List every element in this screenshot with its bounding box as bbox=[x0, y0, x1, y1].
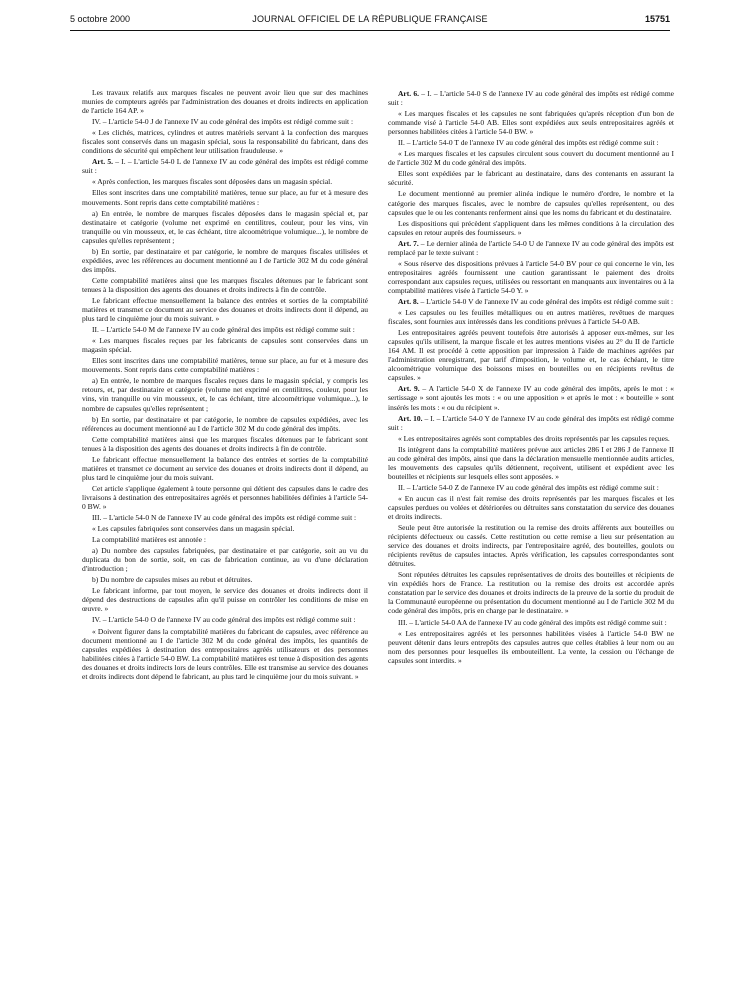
paragraph bbox=[388, 445, 674, 481]
page-header bbox=[70, 14, 670, 28]
paragraph-text: « Après confection, les marques fiscales sont déposées dans un magasin spécial. bbox=[92, 177, 333, 187]
paragraph-text: Le fabricant effectue mensuellement la balance des entrées et sorties de la comptabilité matières et transmet ce document au service des douanes et droits indirects dont il dépend, au plus tard le cinquième jour du mois suivant. » bbox=[82, 295, 368, 324]
paragraph-text: Elles sont inscrites dans une comptabilité matières, tenue sur place, au fur et à mesure des mouvements. Sont repris dans cette comptabilité matières : bbox=[82, 188, 368, 207]
page-number: 15751 bbox=[644, 14, 670, 24]
paragraph-text: b) En sortie, par destinataire et par catégorie, le nombre de capsules expédiées, avec les références au document mentionné au I de l'article 302 M du code général des impôts. bbox=[82, 414, 368, 433]
article-number: Art. 10. bbox=[398, 413, 423, 423]
paragraph bbox=[82, 575, 368, 584]
paragraph-text: Les entrepositaires agréés peuvent toutefois être autorisés à apposer eux-mêmes, sur les capsules qu'ils utilisent, la marque fiscale et les autres mentions visées au 2° du II de l'article 164 AM. Il est procédé à cette apposition par impression à l'aide de machines agréées par l'administration enregistrant, par tarif d'imposition, le volume et, le cas échéant, le titre alcoométrique volumique des boissons mises en bouteilles ou en récipients revêtus de capsules. » bbox=[388, 328, 674, 383]
paragraph-text: – Le dernier alinéa de l'article 54-0 U de l'annexe IV au code général des impôts est remplacé par le texte suivant : bbox=[388, 238, 674, 257]
paragraph bbox=[82, 615, 368, 624]
paragraph bbox=[388, 189, 674, 216]
journal-title: JOURNAL OFFICIEL DE LA RÉPUBLIQUE FRANÇAISE bbox=[252, 14, 488, 24]
right-column bbox=[388, 89, 674, 976]
paragraph-text: La comptabilité matières est annotée : bbox=[92, 535, 206, 545]
paragraph bbox=[82, 524, 368, 533]
paragraph bbox=[82, 157, 368, 175]
paragraph-text: IV. – L'article 54-0 J de l'annexe IV au code général des impôts est rédigé comme suit : bbox=[92, 117, 354, 127]
paragraph bbox=[82, 627, 368, 681]
paragraph-text: « Les marques fiscales reçues par les fabricants de capsules sont conservées dans un magasin spécial. bbox=[82, 336, 368, 355]
article-number: Art. 5. bbox=[92, 157, 113, 167]
paragraph-text: « Les clichés, matrices, cylindres et autres matériels servant à la confection des marques fiscales sont conservés dans un magasin spécial, sous la responsabilité du fabricant, dans des conditions de sécurité qui empêchent leur utilisation frauduleuse. » bbox=[82, 128, 368, 156]
paragraph bbox=[388, 297, 674, 306]
paragraph-text: Elles sont expédiées par le fabricant au destinataire, dans des contenants en assurant la sécurité. bbox=[388, 169, 674, 188]
article-number: Art. 9. bbox=[398, 384, 420, 394]
paragraph bbox=[388, 328, 674, 382]
paragraph bbox=[388, 618, 674, 627]
paragraph-text: II. – L'article 54-0 Z de l'annexe IV au code général des impôts est rédigé comme suit : bbox=[398, 482, 659, 492]
paragraph bbox=[388, 414, 674, 432]
paragraph bbox=[388, 523, 674, 568]
paragraph-text: « En aucun cas il n'est fait remise des droits représentés par les marques fiscales et les capsules perdues ou volées et détériorées ou détruites sans constatation du service des douanes et droits indirects. bbox=[388, 493, 674, 522]
paragraph bbox=[82, 376, 368, 412]
paragraph-text: – I. – L'article 54-0 S de l'annexe IV au code général des impôts est rédigé comme suit : bbox=[388, 89, 674, 108]
paragraph bbox=[388, 219, 674, 237]
paragraph bbox=[82, 188, 368, 206]
paragraph-text: III. – L'article 54-0 AA de l'annexe IV au code général des impôts est rédigé comme suit : bbox=[398, 617, 667, 627]
paragraph bbox=[388, 494, 674, 521]
paragraph-text: « Les capsules ou les feuilles métalliques ou en autres matières, revêtues de marques fiscales, sont fournies aux intéressés dans les conditions prévues à l'article 54-0 AB. bbox=[388, 308, 674, 327]
paragraph bbox=[82, 117, 368, 126]
paragraph bbox=[82, 586, 368, 613]
paragraph-text: « Les marques fiscales et les capsules circulent sous couvert du document mentionné au I de l'article 302 M du code général des impôts. bbox=[388, 149, 674, 168]
paragraph-text: Seule peut être autorisée la restitution ou la remise des droits afférents aux bouteilles ou récipients défectueux ou cassés. Cette restitution ou cette remise a lieu sur présentation au service des douanes et droits indirects, par l'entrepositaire agréé, des bouteilles, goulots ou récipients revêtus de capsules intactes. Après vérification, les capsules correspondantes sont détruites. bbox=[388, 523, 674, 569]
paragraph-text: a) En entrée, le nombre de marques fiscales déposées dans le magasin spécial et, par destinataire et catégorie (volume net exprimé en centilitres, couleur, pour les vins, vin tranquille ou vin mousseux, et, le cas échéant, titre alcoométrique volumique...), le nombre de capsules qu'elles représentent ; bbox=[82, 208, 368, 245]
paragraph-text: « Les entrepositaires agréés sont comptables des droits représentés par les capsules reçues. bbox=[398, 433, 670, 443]
article-number: Art. 8. bbox=[398, 296, 419, 306]
paragraph-text: – I. – L'article 54-0 L de l'annexe IV au code général des impôts est rédigé comme suit : bbox=[82, 157, 368, 176]
paragraph bbox=[82, 455, 368, 482]
paragraph-text: Le document mentionné au premier alinéa indique le numéro d'ordre, le nombre et la catégorie des marques fiscales, avec le nombre de capsules qu'elles représentent, ou des capsules que le ou les contenants renferment ainsi que les noms du fabricant et du destinataire. bbox=[388, 189, 674, 217]
paragraph-text: Elles sont inscrites dans une comptabilité matières, tenue sur place, au fur et à mesure des mouvements. Sont repris dans cette comptabilité matières : bbox=[82, 356, 368, 375]
paragraph-text: Cette comptabilité matières ainsi que les marques fiscales détenues par le fabricant sont tenues à la disposition des agents des douanes et droits indirects à fin de contrôle. bbox=[82, 434, 368, 453]
paragraph bbox=[82, 128, 368, 155]
paragraph-text: Le fabricant effectue mensuellement la balance des entrées et sorties de la comptabilité matières et transmet ce document au service des douanes et droits indirects dont il dépend, au plus tard le cinquième jour du mois suivant. bbox=[82, 454, 368, 482]
paragraph bbox=[82, 177, 368, 186]
paragraph bbox=[388, 308, 674, 326]
paragraph-text: « Sous réserve des dispositions prévues à l'article 54-0 BV pour ce qui concerne le vin, les entrepositaires agréés fournissent une caution garantissant le paiement des droits correspondant aux capsules reçues, utilisées ou ressortant en manquants aux inventaires ou à la comptabilité matières visée à l'article 54-0 Y. » bbox=[388, 258, 674, 295]
paragraph-text: a) En entrée, le nombre de marques fiscales reçues dans le magasin spécial, y compris les retours, et, par destinataire et catégorie (volume net exprimé en centilitres, couleur, pour les vins, vin tranquille ou vin mousseux, et, le cas échéant, titre alcoométrique volumique...), le nombre de capsules qu'elles représentent ; bbox=[82, 376, 368, 413]
article-number: Art. 6. bbox=[398, 89, 419, 98]
paragraph bbox=[82, 296, 368, 323]
paragraph bbox=[82, 513, 368, 522]
paragraph bbox=[388, 138, 674, 147]
paragraph bbox=[388, 629, 674, 665]
paragraph-text: III. – L'article 54-0 N de l'annexe IV au code général des impôts est rédigé comme suit : bbox=[92, 513, 357, 523]
paragraph bbox=[388, 109, 674, 136]
paragraph bbox=[388, 434, 674, 443]
paragraph-text: Ils intègrent dans la comptabilité matières prévue aux articles 286 I et 286 J de l'annexe II au code général des impôts, ainsi que dans la déclaration mensuelle mentionnée audits articles, les mouvements des capsules qu'ils détiennent, reçoivent, utilisent et expédient avec les bouteilles et récipients sur lesquels elles sont apposées. » bbox=[388, 444, 674, 481]
paragraph bbox=[82, 435, 368, 453]
paragraph-text: Sont réputées détruites les capsules représentatives de droits des bouteilles et récipients de vin expédiés hors de France. La restitution ou la remise des droits est accordée après constatation par le service des douanes et droits indirects de la preuve de la sortie du produit de la Communauté européenne ou présentation du document mentionné au I de l'article 302 M du code général des impôts, pris en charge par le destinataire. » bbox=[388, 570, 674, 616]
paragraph bbox=[82, 325, 368, 334]
paragraph-text: Cette comptabilité matières ainsi que les marques fiscales détenues par le fabricant sont tenues à la disposition des agents des douanes et droits indirects à fin de contrôle. bbox=[82, 275, 368, 294]
paragraph-text: b) En sortie, par destinataire et par catégorie, le nombre de marques fiscales utilisées et expédiées, avec les références au document mentionné au I de l'article 302 M du code général des impôts. bbox=[82, 246, 368, 274]
paragraph-text: – I. – L'article 54-0 Y de l'annexe IV au code général des impôts est rédigé comme suit : bbox=[388, 413, 674, 432]
paragraph bbox=[82, 247, 368, 274]
paragraph-text: – L'article 54-0 V de l'annexe IV au code général des impôts est rédigé comme suit : bbox=[418, 296, 674, 306]
paragraph-text: IV. – L'article 54-0 O de l'annexe IV au code général des impôts est rédigé comme suit : bbox=[92, 615, 356, 625]
paragraph bbox=[388, 149, 674, 167]
paragraph-text: Les dispositions qui précèdent s'appliquent dans les mêmes conditions à la circulation des capsules en retour auprès des fournisseurs. » bbox=[388, 218, 674, 237]
paragraph bbox=[388, 89, 674, 107]
paragraph bbox=[388, 384, 674, 411]
paragraph-text: II. – L'article 54-0 T de l'annexe IV au code général des impôts est rédigé comme suit : bbox=[398, 138, 659, 148]
paragraph bbox=[82, 484, 368, 511]
header-date: 5 octobre 2000 bbox=[70, 14, 131, 24]
paragraph bbox=[388, 169, 674, 187]
paragraph-text: Cet article s'applique également à toute personne qui détient des capsules dans le cadre des livraisons à destination des entrepositaires agréés et personnes habilitées définies à l'article 54-0 BW. » bbox=[82, 483, 368, 511]
paragraph bbox=[82, 535, 368, 544]
paragraph-text: – A l'article 54-0 X de l'annexe IV au code général des impôts, après le mot : « sertissage » sont ajoutés les mots : « ou une apposition » et après le mot : « bouteille » sont insérés les mots : « ou du récipient ». bbox=[388, 384, 674, 412]
paragraph bbox=[82, 336, 368, 354]
left-column bbox=[82, 88, 368, 976]
paragraph bbox=[82, 546, 368, 573]
paragraph-text: a) Du nombre des capsules fabriquées, par destinataire et par catégorie, soit au vu du duplicata du bon de sortie, soit, en cas de fabrication continue, au vu d'une déclaration d'introduction ; bbox=[82, 546, 368, 574]
paragraph bbox=[388, 570, 674, 615]
article-number: Art. 7. bbox=[398, 238, 419, 248]
paragraph-text: « Les capsules fabriquées sont conservées dans un magasin spécial. bbox=[92, 524, 295, 534]
paragraph-text: Le fabricant informe, par tout moyen, le service des douanes et droits indirects dont il dépend des destructions de capsules afin qu'il puisse en contrôler les conditions de mise en œuvre. » bbox=[82, 586, 368, 614]
paragraph bbox=[82, 356, 368, 374]
paragraph bbox=[82, 415, 368, 433]
paragraph bbox=[388, 259, 674, 295]
paragraph bbox=[388, 483, 674, 492]
paragraph bbox=[82, 88, 368, 115]
paragraph bbox=[388, 239, 674, 257]
paragraph bbox=[82, 276, 368, 294]
paragraph-text: « Les marques fiscales et les capsules ne sont fabriquées qu'après réception d'un bon de commande visé à l'article 54-0 AB. Elles sont expédiées aux seuls entrepositaires agréés et personnes habilitées citées à l'article 54-0 BW. » bbox=[388, 109, 674, 137]
paragraph-text: II. – L'article 54-0 M de l'annexe IV au code général des impôts est rédigé comme suit : bbox=[92, 325, 355, 335]
header-rule bbox=[70, 30, 670, 31]
paragraph-text: « Doivent figurer dans la comptabilité matières du fabricant de capsules, avec référence au document mentionné au I de l'article 302 M du code général des impôts, les quantités de capsules expédiées à destination des entrepositaires agréés utilisateurs et des personnes habilitées citées à l'article 54-0 BW. La comptabilité matières est tenue à disposition des agents des douanes et droits indirects lors de leurs contrôles. Elle est transmise au service des douanes et droits indirects dont dépend le fabricant, au plus tard le cinquième jour du mois suivant. » bbox=[82, 626, 368, 681]
paragraph-text: b) Du nombre de capsules mises au rebut et détruites. bbox=[92, 575, 253, 585]
paragraph-text: Les travaux relatifs aux marques fiscales ne peuvent avoir lieu que sur des machines munies de compteurs agréés par l'administration des douanes et droits indirects en application de l'article 164 AP. » bbox=[82, 88, 368, 116]
paragraph-text: « Les entrepositaires agréés et les personnes habilitées visées à l'article 54-0 BW ne peuvent détenir dans leurs entrepôts des capsules autres que celles établies à leur nom ou au nom des personnes pour lesquelles ils embouteillent. La vente, la cession ou l'échange de capsules sont interdits. » bbox=[388, 628, 674, 665]
paragraph bbox=[82, 209, 368, 245]
